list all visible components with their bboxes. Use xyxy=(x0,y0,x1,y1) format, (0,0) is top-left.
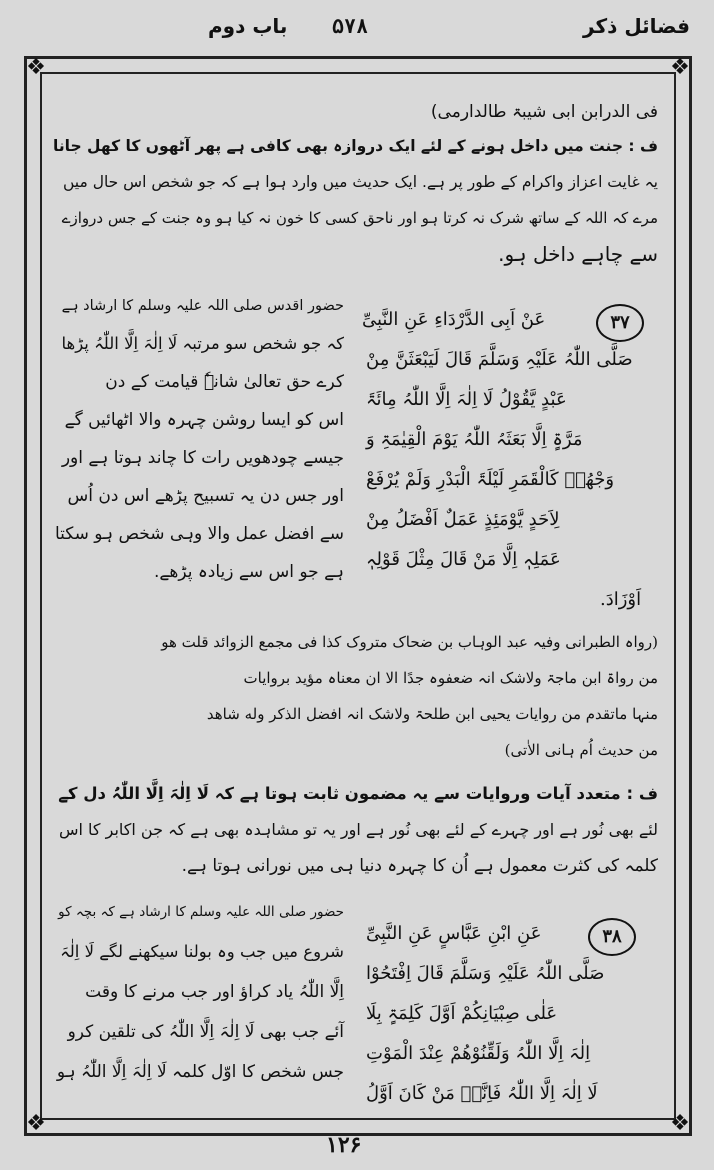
corner-ornament-icon: ❖ xyxy=(670,1111,690,1136)
arabic-hadith-line: لِاَحَدٍ یَّوْمَئِذٍ عَمَلٌ اَفْضَلُ مِنْ xyxy=(366,509,560,530)
urdu-translation-line: آئے جب بھی لَا اِلٰہَ اِلَّا اللّٰہُ کی تلقین کرو xyxy=(67,1022,344,1042)
narration-note-line: منہا ماتقدم من روایات یحیی ابن طلحۃ ولاشک انہ افضل الذکر وله شاھد xyxy=(206,705,658,723)
narration-note-line: (رواہ الطبرانی وفیہ عبد الوہاب بن ضحاک متروک کذا فی مجمع الزوائد قلت ھو xyxy=(161,633,658,651)
arabic-hadith-line: صَلَّی اللّٰہُ عَلَیْہِ وَسَلَّمَ قَالَ اِفْتَحُوْا xyxy=(366,963,605,984)
footer-page-number: ۱۲۶ xyxy=(326,1132,362,1158)
arabic-hadith-line: عَلٰی صِبْیَانِکُمْ اَوَّلَ کَلِمَۃٍ بِلَا xyxy=(366,1003,558,1024)
body-line: کلمہ کی کثرت معمول ہے اُن کا چہرہ دنیا ہی میں نورانی ہوتا ہے. xyxy=(181,856,658,876)
body-line: ف : جنت میں داخل ہونے کے لئے ایک دروازہ بھی کافی ہے پھر آٹھوں کا کھل جانا xyxy=(53,137,658,155)
arabic-hadith-line: عَبْدٍ یَّقُوْلُ لَا اِلٰہَ اِلَّا اللّٰہُ مِائَۃَ xyxy=(366,389,567,410)
arabic-hadith-line: وَجْھُہٗ کَالْقَمَرِ لَیْلَۃَ الْبَدْرِ وَلَمْ یُرْفَعْ xyxy=(366,469,615,490)
urdu-translation-line: کہ جو شخص سو مرتبہ لَا اِلٰہَ اِلَّا اللّٰہُ پڑھا xyxy=(61,334,344,353)
body-line: مرے کہ اللہ کے ساتھ شرک نہ کرتا ہو اور ناحق کسی کا خون نہ کیا ہو وہ جنت کے جس دروازے xyxy=(61,209,658,227)
reference-line: فی الدرابن ابی شیبۃ طالدارمی) xyxy=(430,102,658,122)
narration-note-line: من رواۃ ابن ماجۃ ولاشک انہ ضعفوہ جدًا الا ان معناہ مؤید بروایات xyxy=(243,669,658,687)
urdu-translation-line: اس کو ایسا روشن چہرہ والا اٹھائیں گے xyxy=(64,410,344,430)
book-title: فضائل ذکر xyxy=(583,14,690,38)
arabic-hadith-line: اِلٰہَ اِلَّا اللّٰہُ وَلَقِّنُوْھُمْ عِنْدَ الْمَوْتِ xyxy=(366,1043,591,1064)
urdu-translation-line: حضور اقدس صلی اللہ علیہ وسلم کا ارشاد ہے xyxy=(61,298,344,314)
urdu-translation-line: حضور صلی اللہ علیہ وسلم کا ارشاد ہے کہ بچہ کو xyxy=(58,904,344,920)
body-line: یہ غایت اعزاز واکرام کے طور پر ہے. ایک حدیث میں وارد ہوا ہے کہ جو شخص اس حال میں xyxy=(62,173,658,191)
urdu-translation-line: اور جس دن یہ تسبیح پڑھے اس دن اُس xyxy=(67,486,344,506)
chapter-label: باب دوم xyxy=(208,14,288,38)
body-line: ف : متعدد آیات وروایات سے یہ مضمون ثابت ہوتا ہے کہ لَا اِلٰہَ اِلَّا اللّٰہُ دل کے xyxy=(58,784,658,803)
arabic-hadith-line: لَا اِلٰہَ اِلَّا اللّٰہُ فَاِنَّہٗ مَنْ کَانَ اَوَّلُ xyxy=(366,1083,598,1104)
urdu-translation-line: شروع میں جب وہ بولنا سیکھنے لگے لَا اِلٰہَ xyxy=(60,942,344,961)
hadith-number-37: ۳۷ xyxy=(596,304,644,342)
urdu-translation-line: سے افضل عمل والا وہی شخص ہو سکتا xyxy=(54,524,344,544)
arabic-hadith-line: عَنْ اَبِی الدَّرْدَاءِ عَنِ النَّبِیِّ xyxy=(362,309,546,330)
arabic-hadith-line: صَلَّی اللّٰہُ عَلَیْہِ وَسَلَّمَ قَالَ لَیَبْعَثَنَّ مِنْ xyxy=(366,349,633,370)
urdu-translation-line: جس شخص کا اوّل کلمہ لَا اِلٰہَ اِلَّا اللّٰہُ ہو xyxy=(56,1062,344,1082)
narration-note-line: من حدیث اُم ہانی الاٰتی) xyxy=(504,741,658,759)
urdu-translation-line: کرے حق تعالیٰ شانہٗ قیامت کے دن xyxy=(105,372,344,392)
corner-ornament-icon: ❖ xyxy=(670,55,690,80)
urdu-translation-line: اِلَّا اللّٰہُ یاد کراؤ اور جب مرنے کا وقت xyxy=(85,982,344,1002)
arabic-hadith-line: عَنِ ابْنِ عَبَّاسٍ عَنِ النَّبِیِّ xyxy=(366,923,542,944)
arabic-hadith-line: مَرَّۃٍ اِلَّا بَعَثَہُ اللّٰہُ یَوْمَ الْقِیٰمَۃِ وَ xyxy=(366,429,583,450)
arabic-hadith-line: عَمَلِہٖ اِلَّا مَنْ قَالَ مِثْلَ قَوْلِہٖ xyxy=(366,549,561,570)
corner-ornament-icon: ❖ xyxy=(26,1111,46,1136)
urdu-translation-line: جیسے چودھویں رات کا چاند ہوتا ہے اور xyxy=(61,448,344,468)
urdu-translation-line: ہے جو اس سے زیادہ پڑھے. xyxy=(153,562,344,582)
hadith-number-38: ۳۸ xyxy=(588,918,636,956)
arabic-hadith-line: اَوْزَادَ. xyxy=(600,589,642,610)
body-line: لئے بھی نُور ہے اور چہرے کے لئے بھی نُور ہے اور یہ تو مشاہدہ بھی ہے کہ جن اکابر کا اس xyxy=(58,820,658,839)
corner-ornament-icon: ❖ xyxy=(26,55,46,80)
body-line: سے چاہے داخل ہو. xyxy=(498,242,658,266)
page-header xyxy=(0,10,714,46)
header-page-number: ۵۷۸ xyxy=(332,14,369,38)
